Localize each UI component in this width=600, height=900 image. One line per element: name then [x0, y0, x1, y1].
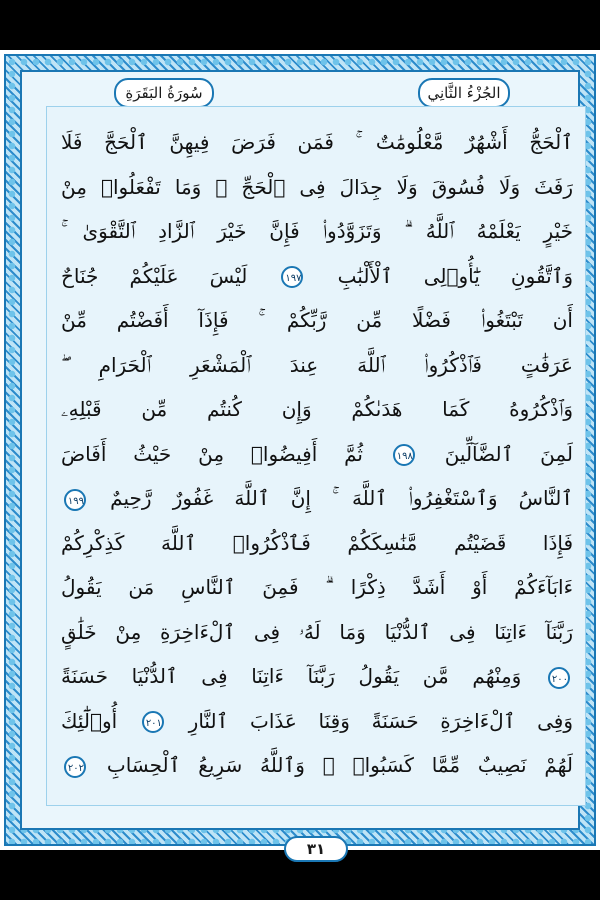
verse-line [61, 388, 573, 430]
verse-text: عَرَفَٰتٍ فَٱذْكُرُوا۟ ٱللَّهَ عِندَ ٱلْمَشْعَرِ ٱلْحَرَامِ ۖ [61, 352, 573, 377]
verse-line [61, 299, 573, 341]
verse-line [61, 655, 573, 697]
verse-text: وَٱذْكُرُوهُ كَمَا هَدَىٰكُمْ وَإِن كُنتُم مِّن قَبْلِهِۦ [61, 397, 573, 421]
verse-text: وَٱتَّقُونِ يَٰٓأُو۟لِى ٱلْأَلْبَٰبِ [337, 263, 573, 288]
inner-border [20, 70, 580, 858]
verse-line [61, 477, 573, 519]
verse-line [61, 700, 573, 742]
verse-text: ثُمَّ أَفِيضُوا۟ مِنْ حَيْثُ أَفَاضَ [61, 441, 363, 466]
ayah-number-marker: ١٩٨ [393, 444, 415, 466]
ayah-number-marker: ١٩٧ [281, 266, 303, 288]
juz-title: الجُزْءُ الثَّانِي [418, 78, 510, 108]
ayah-number-marker: ٢٠٢ [64, 756, 86, 778]
verse-text: فَإِذَا قَضَيْتُم مَّنَٰسِكَكُمْ فَٱذْكُرُوا۟ ٱللَّهَ كَذِكْرِكُمْ [61, 530, 573, 555]
verses-container [47, 107, 587, 807]
verse-line [61, 566, 573, 608]
verse-line [61, 433, 573, 475]
verse-text: ٱلْحَجُّ أَشْهُرٌ مَّعْلُومَٰتٌ ۚ فَمَن فَرَضَ فِيهِنَّ ٱلْحَجَّ فَلَا [61, 130, 573, 154]
verse-text: وَفِى ٱلْءَاخِرَةِ حَسَنَةً وَقِنَا عَذَابَ ٱلنَّارِ [188, 708, 573, 733]
verse-line [61, 210, 573, 252]
ayah-number-marker: ٢٠١ [142, 711, 164, 733]
page-number: ٣١ [284, 836, 348, 862]
verse-text: أَن تَبْتَغُوا۟ فَضْلًا مِّن رَّبِّكُمْ ۚ فَإِذَآ أَفَضْتُم مِّنْ [61, 308, 573, 332]
verse-line [61, 166, 573, 208]
verse-text-area [46, 106, 586, 806]
verse-text: لَمِنَ ٱلضَّآلِّينَ [444, 441, 573, 466]
verse-text: خَيْرٍ يَعْلَمْهُ ٱللَّهُ ۗ وَتَزَوَّدُوا۟ فَإِنَّ خَيْرَ ٱلزَّادِ ٱلتَّقْوَىٰ ۚ [61, 219, 573, 243]
verse-text: وَمِنْهُم مَّن يَقُولُ رَبَّنَآ ءَاتِنَا فِى ٱلدُّنْيَا حَسَنَةً [61, 664, 522, 688]
verse-text: أُو۟لَٰٓئِكَ [61, 708, 118, 733]
surah-title: سُورَةُ البَقَرَةِ [114, 78, 214, 108]
mushaf-page [0, 50, 600, 858]
verse-line [61, 255, 573, 297]
verse-text: رَفَثَ وَلَا فُسُوقَ وَلَا جِدَالَ فِى ٱلْحَجِّ ۗ وَمَا تَفْعَلُوا۟ مِنْ [61, 174, 573, 199]
verse-text: لَهُمْ نَصِيبٌ مِّمَّا كَسَبُوا۟ ۚ وَٱللَّهُ سَرِيعُ ٱلْحِسَابِ [106, 753, 573, 777]
ayah-number-marker: ١٩٩ [64, 489, 86, 511]
verse-text: لَيْسَ عَلَيْكُمْ جُنَاحٌ [61, 263, 248, 288]
verse-line [61, 611, 573, 653]
verse-line [61, 744, 573, 786]
verse-text: ءَابَآءَكُمْ أَوْ أَشَدَّ ذِكْرًا ۗ فَمِنَ ٱلنَّاسِ مَن يَقُولُ [61, 575, 573, 599]
verse-line [61, 344, 573, 386]
verse-line [61, 522, 573, 564]
verse-text: رَبَّنَآ ءَاتِنَا فِى ٱلدُّنْيَا وَمَا لَهُۥ فِى ٱلْءَاخِرَةِ مِنْ خَلَٰقٍ [61, 619, 573, 644]
verse-text: ٱلنَّاسُ وَٱسْتَغْفِرُوا۟ ٱللَّهَ ۚ إِنَّ ٱللَّهَ غَفُورٌ رَّحِيمٌ [110, 486, 573, 510]
ayah-number-marker: ٢٠٠ [548, 667, 570, 689]
ornamental-frame [4, 54, 596, 858]
verse-line [61, 121, 573, 163]
